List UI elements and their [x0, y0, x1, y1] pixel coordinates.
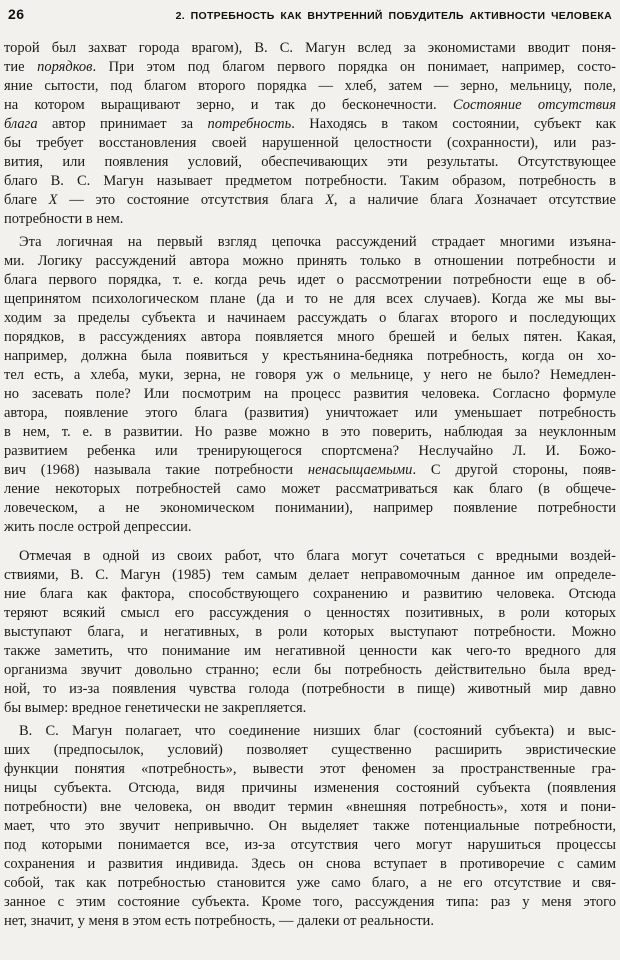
text-line: но засевать поле? Или посмотрим на процесс развития человека. Согласно формуле: [4, 386, 616, 402]
text-line: благо В. С. Магун называет предметом потребности. Таким образом, потребность в: [4, 173, 616, 189]
text-line: ствиями, В. С. Магун (1985) тем самым делает неправомочным данное им определе-: [4, 567, 616, 583]
page-header: [0, 0, 620, 22]
text-line: яние сытости, под благом второго порядка — хлеб, затем — зерно, мельницу, поле,: [4, 78, 616, 94]
text-line: ми. Логику рассуждений автора можно принять только в отношении потребности и: [4, 253, 616, 269]
text-line: Эта логичная на первый взгляд цепочка рассуждений страдает многими изъяна-: [19, 234, 616, 250]
text-line: нет, значит, у меня в этом есть потребность, — далеки от реальности.: [4, 913, 434, 929]
paragraph: [4, 39, 616, 229]
paragraph: [4, 722, 616, 931]
text-line: благе X — это состояние отсутствия блага X, а наличие блага Xозначает отсутствие: [4, 192, 616, 208]
text-line: потребности в нем.: [4, 211, 124, 227]
text-line: вич (1968) называла такие потребности ненасыщаемыми. С другой стороны, появ-: [4, 462, 616, 478]
text-line: теряют всякий смысл его рассуждения о ценностях позитивных, в роли которых: [4, 605, 616, 621]
text-line: развитием ребенка или тренирующегося спортсмена? Неслучайно Л. И. Божо-: [4, 443, 616, 459]
text-line: ление некоторых потребностей само может рассматриваться как благо (в общече-: [4, 481, 616, 497]
text-line: вития, или появления условий, обеспечивающих эти результаты. Отсутствующее: [4, 154, 616, 170]
paragraph: [4, 233, 616, 537]
text-line: ной, то из-за появления чувства голода (потребности в пище) животный мир давно: [4, 681, 616, 697]
text-line: порядков, в рассуждениях автора появляется много брешей и белых пятен. Какая,: [4, 329, 616, 345]
text-line: тел есть, а хлеба, муки, зерна, не говоря уж о мельнице, у него не было? Немедлен-: [4, 367, 616, 383]
page-number: 26: [8, 6, 25, 22]
text-line: ние блага как фактора, способствующего сохранению и развитию человека. Отсюда: [4, 586, 616, 602]
text-line: блага первого порядка, т. е. когда речь идет о рассмотрении потребности еще в об-: [4, 272, 616, 288]
text-line: ших (предпосылок, условий) позволяет существенно расширить эвристические: [4, 742, 616, 758]
paragraph: [4, 547, 616, 718]
text-line: функции понятия «потребность», вывести этот феномен за пространственные гра-: [4, 761, 616, 777]
text-line: ходим за пределы субъекта и начинаем рассуждать о благах второго и последующих: [4, 310, 616, 326]
text-line: например, должна была появиться у крестьянина-бедняка потребность, когда он хо-: [4, 348, 616, 364]
text-line: Отмечая в одной из своих работ, что блага могут сочетаться с вредными воздей-: [19, 548, 616, 564]
text-line: сохранения и развития индивида. Здесь он снова вступает в противоречие с самим: [4, 856, 616, 872]
text-line: торой был захват города врагом), В. С. Магун вслед за экономистами вводит поня-: [4, 40, 616, 56]
text-line: собой, так как потребностью становится уже само благо, а не его отсутствие и свя-: [4, 875, 616, 891]
text-line: жить после острой депрессии.: [4, 519, 192, 535]
text-line: выступают блага, и негативных, в роли которых выступают потребности. Можно: [4, 624, 616, 640]
text-line: мает, что это звучит непривычно. Он выделяет также потенциальные потребности,: [4, 818, 616, 834]
text-line: щепринятом психологическом плане (да и то не для всех случаев). Когда же мы вы-: [4, 291, 616, 307]
text-line: В. С. Магун полагает, что соединение низших благ (состояний субъекта) и выс-: [19, 723, 616, 739]
text-line: ницы субъекта. Отсюда, видя причины изменения состояний субъекта (появления: [4, 780, 616, 796]
text-line: бы требует восстановления своей нарушенной целостности (сохранности), или раз-: [4, 135, 616, 151]
text-line: организма звучит довольно странно; если бы потребность действительно была вред-: [4, 662, 616, 678]
text-line: ловеческом, а не экономическом понимании), например появление потребности: [4, 500, 616, 516]
running-head: 2. ПОТРЕБНОСТЬ КАК ВНУТРЕННИЙ ПОБУДИТЕЛЬ АКТИВНОСТИ ЧЕЛОВЕКА: [175, 10, 612, 22]
text-line: автора, появление этого блага (развития) уничтожает или уменьшает потребность: [4, 405, 616, 421]
text-line: на котором выращивают зерно, и так до бесконечности. Состояние отсутствия: [4, 97, 616, 113]
text-line: блага автор принимает за потребность. Находясь в таком состоянии, субъект как: [4, 116, 616, 132]
text-block: [4, 39, 616, 931]
text-line: занное с этим состояние субъекта. Кроме того, рассуждения типа: раз у меня этого: [4, 894, 616, 910]
page-body: [0, 39, 620, 931]
text-line: тие порядков. При этом под благом первого порядка он понимает, например, состо-: [4, 59, 616, 75]
text-line: также заметить, что понимание им негативной ценности как чего-то вредного для: [4, 643, 616, 659]
text-line: бы вымер: вредное генетически не закрепляется.: [4, 700, 307, 716]
text-line: потребности) вне человека, он вводит термин «внешняя потребность», хотя и пони-: [4, 799, 616, 815]
text-line: под которыми понимается все, из-за отсутствия чего могут нарушиться процессы: [4, 837, 616, 853]
text-line: в нем, т. е. в развитии. Но разве можно в это поверить, наблюдая за неуклонным: [4, 424, 616, 440]
